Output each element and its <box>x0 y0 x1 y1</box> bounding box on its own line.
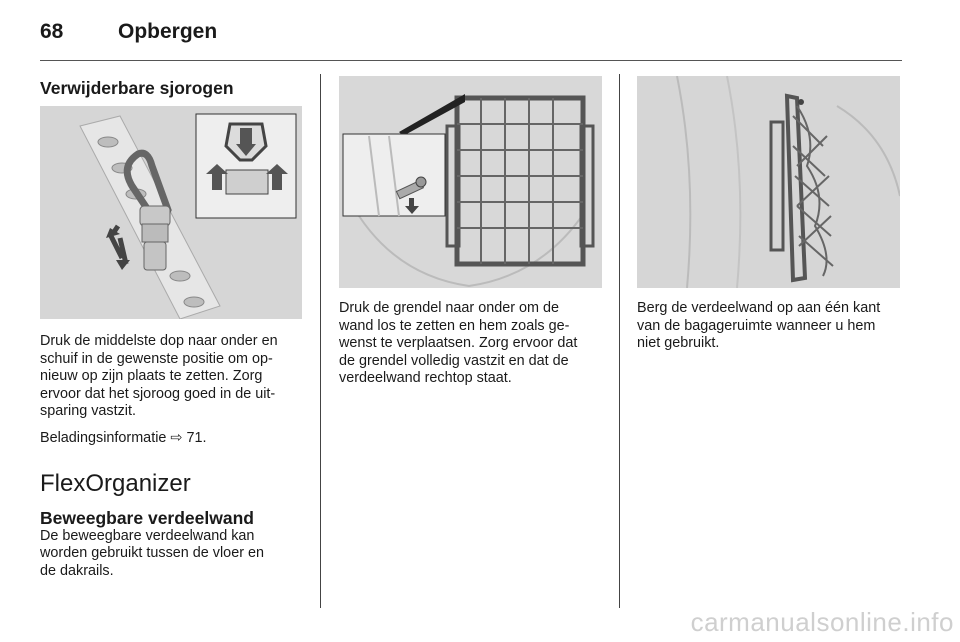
column-divider-1 <box>320 74 321 608</box>
body-line: van de bagageruimte wanneer u hem <box>637 317 876 334</box>
section-heading: Verwijderbare sjorogen <box>40 78 234 98</box>
body-line: verdeelwand rechtop staat. <box>339 370 512 387</box>
column-divider-2 <box>619 74 620 608</box>
body-line: schuif in de gewenste positie om op- <box>40 350 273 367</box>
body-line: niet gebruikt. <box>637 335 720 352</box>
page-header-title: Opbergen <box>118 20 218 43</box>
body-line: Druk de grendel naar onder om de <box>339 300 559 316</box>
subsection-title: Beweegbare verdeelwand <box>40 507 254 528</box>
body-line: Berg de verdeelwand op aan één kant <box>637 300 881 316</box>
body-line: wenst te verplaatsen. Zorg ervoor dat <box>339 335 578 352</box>
body-line: De beweegbare verdeelwand kan <box>40 527 255 544</box>
body-line: nieuw op zijn plaats te zetten. Zorg <box>40 368 263 385</box>
body-line: de grendel volledig vastzit en dat de <box>339 352 569 369</box>
partition-net-latch-illustration-icon <box>339 76 602 288</box>
arrow-right-icon: ⇨ <box>170 429 183 446</box>
cross-reference[interactable] <box>40 430 305 448</box>
body-line: sparing vastzit. <box>40 403 136 420</box>
header-rule <box>40 60 902 61</box>
body-line: worden gebruikt tussen de vloer en <box>40 545 264 562</box>
watermark: carmanualsonline.info <box>690 607 954 637</box>
body-line: de dakrails. <box>40 562 114 579</box>
left-body <box>40 333 305 580</box>
middle-body <box>339 300 604 388</box>
body-line: ervoor dat het sjoroog goed in de uit- <box>40 385 276 402</box>
cross-reference-text: Beladingsinformatie <box>40 429 167 446</box>
section-title: FlexOrganizer <box>40 469 191 497</box>
page-number: 68 <box>40 20 64 43</box>
body-line: Druk de middelste dop naar onder en <box>40 333 278 349</box>
cross-reference-page: 71. <box>186 429 207 446</box>
partition-stowed-illustration-icon <box>637 76 900 288</box>
body-line: wand los te zetten en hem zoals ge- <box>339 317 570 334</box>
right-body <box>637 300 902 353</box>
tie-down-eye-illustration-icon <box>40 106 302 319</box>
